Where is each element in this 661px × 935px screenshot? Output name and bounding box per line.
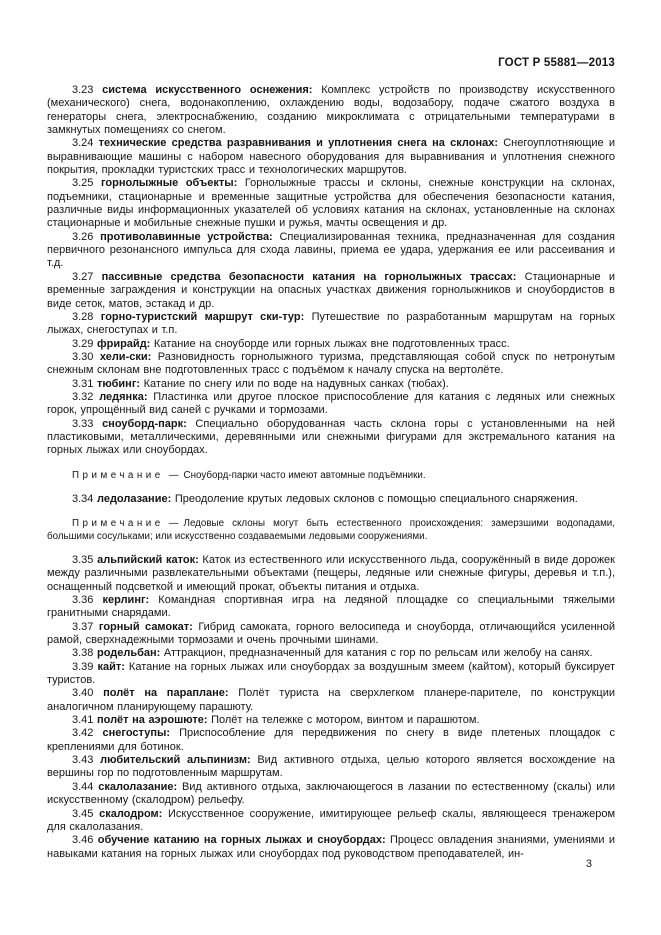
term-number: 3.25 [72,177,94,190]
term-name: пассивные средства безопасности катания на горнолыжных трассах: [101,270,517,283]
term-paragraph [47,84,615,137]
term-name: кайт: [97,660,125,673]
term-number: 3.27 [72,270,94,283]
term-name: ледолазание: [96,492,172,505]
term-name: тюбинг: [96,377,141,390]
note-paragraph [47,469,615,482]
term-definition: Снегоуплотняющие и выравнивающие машины с набором навесного оборудования для выравнивания и уплотнения снежного покрытия, прокладки туристских трасс и технологических маршрутов. [47,137,616,177]
term-paragraph [47,554,615,594]
term-definition: Специально оборудованная часть склона горы с установленными на ней пластиковыми, металлическими, деревянными или снежными фигурами для экстремального катания на горных лыжах или сноубордах. [47,417,615,457]
term-definition: Полёт на тележке с мотором, винтом и парашютом. [211,714,480,727]
term-paragraph [47,714,615,727]
note-text: Сноуборд-парки часто имеют автомные подъёмники. [183,469,426,481]
term-number: 3.35 [72,553,94,566]
term-name: горнолыжные объекты: [100,177,238,190]
term-name: технические средства разравнивания и уплотнения снега на склонах: [98,137,498,150]
term-name: любительский альпинизм: [100,754,251,767]
note-dash: — [168,517,179,529]
term-definition: Специализированная техника, предназначенная для создания первичного резонансного импульса для схода лавины, приема ее удара, удержания ее или рассеивания и т.д. [47,230,616,270]
term-paragraph [47,754,615,781]
term-number: 3.44 [72,780,94,793]
term-number: 3.23 [72,84,94,96]
term-definition: Стационарные и временные заграждения и конструкции на опасных участках движения горнолыжников и сноубордистов в виде сеток, матов, эстакад и др. [47,270,615,310]
term-definition: Катание на горных лыжах или сноубордах за воздушным змеем (кайтом), который буксирует туристов. [47,660,615,687]
term-number: 3.24 [72,137,94,150]
term-name: система искусственного оснежения: [102,84,313,96]
term-paragraph [47,338,615,351]
term-name: сноуборд-парк: [102,417,187,430]
term-number: 3.45 [72,807,94,820]
term-number: 3.26 [72,230,94,243]
term-name: скалодром: [99,807,163,820]
page-number: 3 [585,858,592,870]
note-paragraph [47,517,615,543]
term-paragraph [47,621,615,648]
term-definition: Вид активного отдыха, целью которого является восхождение на вершины гор по подготовленным маршрутам. [47,754,615,780]
term-paragraph [47,137,615,177]
term-number: 3.36 [72,594,94,606]
term-number: 3.42 [72,727,94,740]
term-number: 3.31 [72,377,94,390]
term-definition: Полёт туриста на сверхлегком планере-парителе, по конструкции аналогичном планирующему парашюту. [47,687,616,713]
term-name: ледянка: [99,390,148,403]
term-name: горно-туристский маршрут ски-тур: [100,310,305,323]
term-paragraph [47,834,615,861]
term-number: 3.43 [72,754,94,767]
note-text: Ледовые склоны могут быть естественного происхождения: замерзшими водопадами, большими сосульками; или искусственно создаваемыми ледовыми сооружениями. [47,517,615,542]
term-definition: Приспособление для передвижения по снегу в виде плетеных площадок с креплениями для ботинок. [47,727,616,753]
term-paragraph [47,594,615,621]
term-paragraph [47,231,615,271]
note-label: Примечание [72,517,164,529]
term-definition: Каток из естественного или искусственного льда, сооружённый в виде дорожек между различными развлекательными объектами (пещеры, ледяные или снежные фигуры, деревья и т.п.), оснащенный подсветкой и имеющий прокат, объекты питания и отдыха. [47,553,615,593]
term-name: полёт на параплане: [103,687,229,700]
term-definition: Катание по снегу или по воде на надувных санках (тюбах). [143,377,449,390]
term-number: 3.40 [72,687,94,700]
term-paragraph [47,177,615,230]
term-number: 3.30 [72,350,94,363]
term-definition: Гибрид самоката, горного велосипеда и сноуборда, отличающийся усиленной рамой, сверхнадежными тормозами и очень прочными шинами. [47,620,615,647]
term-name: полёт на аэрошюте: [96,714,208,727]
term-number: 3.41 [72,714,94,727]
term-name: снегоступы: [102,727,171,740]
term-name: керлинг: [102,594,150,606]
term-number: 3.34 [72,492,94,505]
term-number: 3.29 [72,337,94,350]
term-definition: Командная спортивная игра на ледяной площадке со специальными тяжелыми гранитными снарядами. [47,594,616,620]
term-paragraph [47,647,615,660]
term-paragraph [47,271,615,311]
term-definition: Горнолыжные трассы и склоны, снежные конструкции на склонах, подъемники, стационарные и временные защитные устройства для обеспечения безопасности катания, различные виды информационных указателей об условиях катания на склонах, установленные на склонах стационарные и мобильные снежные пушки и ружья, мачты освещения и др. [47,177,616,230]
term-name: родельбан: [96,647,161,660]
term-definition: Комплекс устройств по производству искусственного (механического) снега, водонакоплению, охлаждению воды, водозабору, подаче сжатого воздуха в генераторы снега, электроснабжению, созданию микроклимата с отрицательными температурами в замкнутых помещениях со снегом. [47,84,615,137]
term-number: 3.38 [72,647,94,660]
page-header: ГОСТ Р 55881—2013 [498,57,615,69]
term-definition: Аттракцион, предназначенный для катания с гор по рельсам или желобу на санях. [163,647,593,660]
term-definition: Вид активного отдыха, заключающегося в лазании по естественному (скалы) или искусственному (скалодром) рельефу. [47,780,616,807]
document-body [47,84,615,861]
term-definition: Искусственное сооружение, имитирующее рельеф скалы, являющееся тренажером для скалолазания. [47,807,616,833]
term-number: 3.33 [72,417,94,430]
term-name: скалолазание: [98,780,178,793]
term-paragraph [47,378,615,391]
term-paragraph [47,311,615,338]
term-paragraph [47,781,615,808]
term-number: 3.39 [72,660,94,673]
term-paragraph [47,418,615,458]
term-name: противолавинные устройства: [100,230,273,243]
term-definition: Катание на сноуборде или горных лыжах вне подготовленных трасс. [153,337,510,350]
term-paragraph [47,687,615,714]
term-paragraph [47,493,615,506]
term-paragraph [47,391,615,418]
term-paragraph [47,808,615,835]
term-name: обучение катанию на горных лыжах и сноубордах: [97,834,386,847]
note-dash: — [168,469,179,481]
term-number: 3.37 [72,620,94,633]
term-name: фрирайд: [96,337,151,350]
term-definition: Процесс овладения знаниями, умениями и навыками катания на горных лыжах или сноубордах под руководством преподавателей, ин- [47,834,615,860]
term-name: хели-ски: [99,350,152,363]
term-number: 3.32 [72,390,94,403]
term-paragraph [47,351,615,378]
term-definition: Разновидность горнолыжного туризма, представляющая собой спуск по нетронутым снежным склонам вне подготовленных трасс с подъёмом к началу спуска на вертолёте. [47,350,616,377]
term-definition: Путешествие по разработанным маршрутам на горных лыжах, снегоступах и т.п. [47,310,615,337]
term-name: горный самокат: [98,620,193,633]
term-paragraph [47,661,615,688]
note-label: Примечание [72,469,164,481]
term-number: 3.28 [72,310,94,323]
term-name: альпийский каток: [97,553,199,566]
term-number: 3.46 [72,834,94,847]
term-definition: Преодоление крутых ледовых склонов с помощью специального снаряжения. [174,492,578,505]
term-paragraph [47,727,615,754]
term-definition: Пластинка или другое плоское приспособление для катания с ледяных или снежных горок, упрощённый вид саней с ручками и тормозами. [47,390,615,417]
